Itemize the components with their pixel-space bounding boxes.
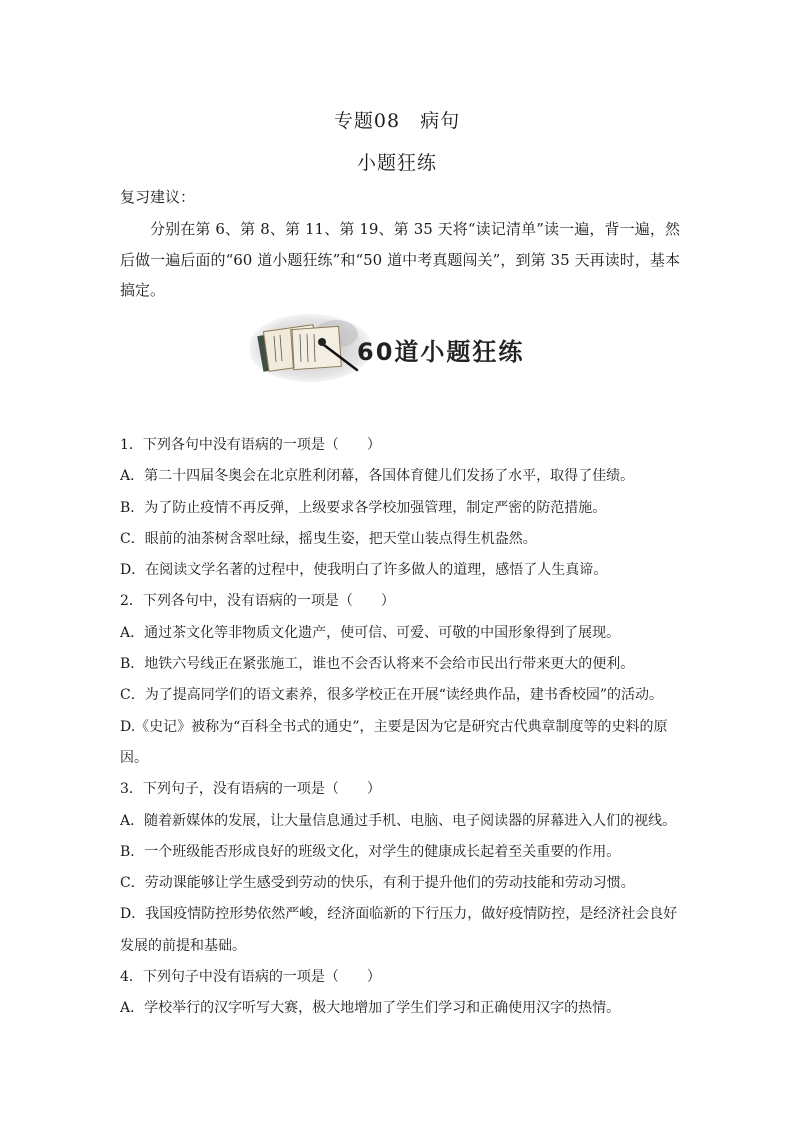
option-line: D.《史记》被称为“百科全书式的通史”，主要是因为它是研究古代典章制度等的史料的原因。 <box>120 718 668 766</box>
option-line: C．为了提高同学们的语文素养，很多学校正在开展“读经典作品，建书香校园”的活动。 <box>120 687 664 704</box>
question-stem: 1．下列各句中没有语病的一项是（ ） <box>120 437 381 453</box>
option-line: B．为了防止疫情不再反弹，上级要求各学校加强管理，制定严密的防范措施。 <box>120 499 607 516</box>
question-stem: 3．下列句子，没有语病的一项是（ ） <box>120 781 381 798</box>
section-banner <box>250 312 550 384</box>
option-line: A．通过茶文化等非物质文化遗产，使可信、可爱、可敬的中国形象得到了展现。 <box>120 624 621 641</box>
option-line: A．随着新媒体的发展，让大量信息通过手机、电脑、电子阅读器的屏幕进入人们的视线。 <box>120 812 677 829</box>
page-subtitle: 小题狂练 <box>356 152 437 174</box>
page-title: 专题08 病句 <box>333 110 461 132</box>
option-line: D．在阅读文学名著的过程中，使我明白了许多做人的道理，感悟了人生真谛。 <box>120 562 608 579</box>
advice-label: 复习建议： <box>120 188 196 206</box>
banner-title: 60道小题狂练 <box>357 338 525 366</box>
option-line: C．眼前的油茶树含翠吐绿，摇曳生姿，把天堂山装点得生机盎然。 <box>120 530 537 547</box>
question-stem: 4．下列句子中没有语病的一项是（ ） <box>120 969 381 986</box>
option-line: C．劳动课能够让学生感受到劳动的快乐，有利于提升他们的劳动技能和劳动习惯。 <box>120 875 635 892</box>
question-stem: 2．下列各句中，没有语病的一项是（ ） <box>120 593 395 610</box>
option-line: D．我国疫情防控形势依然严峻，经济面临新的下行压力，做好疫情防控，是经济社会良好发展的前提和基础。 <box>120 906 678 954</box>
question-list <box>120 430 680 1025</box>
option-line: A．第二十四届冬奥会在北京胜利闭幕，各国体育健儿们发扬了水平，取得了佳绩。 <box>120 468 635 485</box>
option-line: A．学校举行的汉字听写大赛，极大地增加了学生们学习和正确使用汉字的热情。 <box>120 1000 621 1017</box>
option-line: B．一个班级能否形成良好的班级文化，对学生的健康成长起着至关重要的作用。 <box>120 843 621 860</box>
advice-body: 分别在第 6、第 8、第 11、第 19、第 35 天将“读记清单”读一遍，背一遍，然后做一遍后面的“60 道小题狂练”和“50 道中考真题闯关”，到第 35 天再读时，基本搞定。 <box>120 220 680 299</box>
option-line: B．地铁六号线正在紧张施工，谁也不会否认将来不会给市民出行带来更大的便利。 <box>120 656 635 673</box>
